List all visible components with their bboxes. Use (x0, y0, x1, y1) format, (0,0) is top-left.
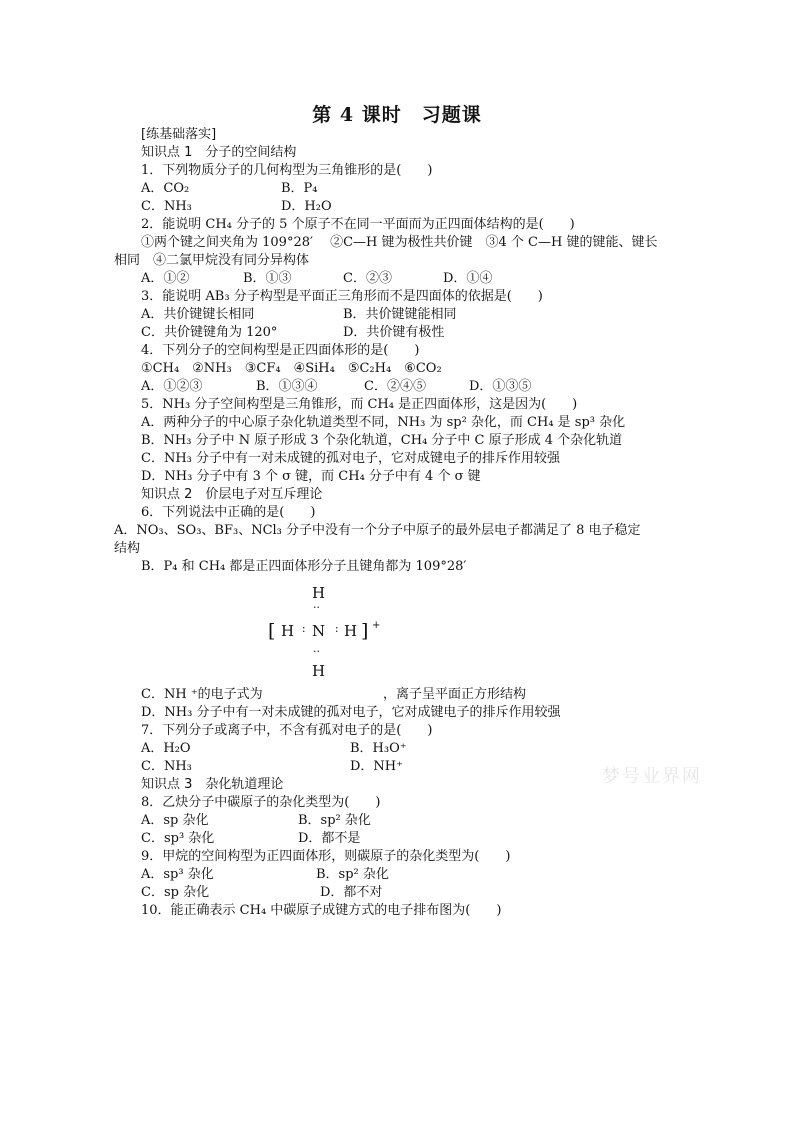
lewis-dots-bottom: ·· (313, 645, 320, 658)
lewis-charge: + (372, 620, 381, 631)
q1-option-a: A．CO₂ (141, 181, 190, 196)
q1-option-b: B．P₄ (281, 181, 318, 196)
q6-option-c-prefix: C．NH ⁺的电子式为 (141, 687, 263, 702)
knowledge-point-1: 知识点 1 分子的空间结构 (141, 145, 297, 160)
question-6: 6．下列说法中正确的是( ) (141, 505, 316, 520)
lewis-dots-left: ·· (297, 626, 310, 633)
question-5: 5．NH₃ 分子空间构型是三角锥形，而 CH₄ 是正四面体形，这是因为( ) (141, 397, 578, 412)
q7-option-c: C．NH₃ (141, 759, 192, 774)
q9-option-c: C．sp 杂化 (141, 885, 210, 900)
q5-option-b: B．NH₃ 分子中 N 原子形成 3 个杂化轨道，CH₄ 分子中 C 原子形成 4 个杂化轨道 (141, 433, 623, 448)
question-9: 9．甲烷的空间构型为正四面体形，则碳原子的杂化类型为( ) (141, 849, 511, 864)
q7-option-a: A．H₂O (141, 741, 191, 756)
q9-option-a: A．sp³ 杂化 (141, 867, 214, 882)
q6-option-a-line-1: A．NO₃、SO₃、BF₃、NCl₃ 分子中没有一个分子中原子的最外层电子都满足了 8 电子稳定 (114, 523, 641, 538)
q6-option-c-suffix: ，离子呈平面正方形结构 (383, 687, 527, 702)
lewis-bracket-right: ] (361, 620, 369, 642)
question-10: 10．能正确表示 CH₄ 中碳原子成键方式的电子排布图为( ) (141, 903, 502, 918)
lewis-n: N (312, 622, 326, 640)
q2-option-b: B．①③ (243, 271, 292, 286)
q1-option-c: C．NH₃ (141, 199, 192, 214)
q4-option-d: D．①③⑤ (469, 379, 532, 394)
q2-option-d: D．①④ (443, 271, 493, 286)
lewis-dots-top: ·· (313, 601, 320, 614)
q8-option-a: A．sp 杂化 (141, 813, 209, 828)
question-3: 3．能说明 AB₃ 分子构型是平面正三角形而不是四面体的依据是( ) (141, 289, 543, 304)
question-2: 2．能说明 CH₄ 分子的 5 个原子不在同一平面而为正四面体结构的是( ) (141, 217, 575, 232)
lewis-h-top: H (312, 584, 326, 602)
q4-substances: ①CH₄ ②NH₃ ③CF₄ ④SiH₄ ⑤C₂H₄ ⑥CO₂ (141, 361, 442, 376)
q8-option-c: C．sp³ 杂化 (141, 831, 215, 846)
page-title: 第 4 课时 习题课 (312, 104, 482, 126)
q5-option-d: D．NH₃ 分子中有 3 个 σ 键，而 CH₄ 分子中有 4 个 σ 键 (141, 469, 481, 484)
question-7: 7．下列分子或离子中，不含有孤对电子的是( ) (141, 723, 433, 738)
lewis-bracket-left: [ (268, 620, 276, 642)
q2-option-a: A．①② (141, 271, 190, 286)
q5-option-c: C．NH₃ 分子中有一对未成键的孤对电子，它对成键电子的排斥作用较强 (141, 451, 561, 466)
q6-option-d: D．NH₃ 分子中有一对未成键的孤对电子，它对成键电子的排斥作用较强 (141, 705, 561, 720)
knowledge-point-3: 知识点 3 杂化轨道理论 (141, 777, 284, 792)
q2-option-c: C．②③ (343, 271, 392, 286)
question-1: 1．下列物质分子的几何构型为三角锥形的是( ) (141, 163, 433, 178)
lewis-h-bottom: H (312, 662, 326, 680)
lewis-h-left: H (281, 622, 295, 640)
q3-option-c: C．共价键键角为 120° (141, 325, 278, 340)
q1-option-d: D．H₂O (281, 199, 332, 214)
q7-option-d: D．NH⁺ (350, 759, 403, 774)
q4-option-c: C．②④⑤ (364, 379, 426, 394)
q7-option-b: B．H₃O⁺ (350, 741, 407, 756)
q9-option-b: B．sp² 杂化 (316, 867, 389, 882)
q4-option-a: A．①②③ (141, 379, 203, 394)
knowledge-point-2: 知识点 2 价层电子对互斥理论 (141, 487, 323, 502)
q6-option-b: B．P₄ 和 CH₄ 都是正四面体形分子且键角都为 109°28′ (141, 559, 467, 574)
lewis-h-right: H (344, 622, 358, 640)
q2-statements-line-2: 相同 ④二氯甲烷没有同分异构体 (114, 253, 310, 268)
q9-option-d: D．都不对 (320, 885, 383, 900)
q2-statements-line-1: ①两个键之间夹角为 109°28′ ②C—H 键为极性共价键 ③4 个 C—H 键的键能、键长 (141, 235, 658, 250)
lewis-dots-right: ·· (330, 626, 343, 633)
q6-option-a-line-2: 结构 (114, 541, 141, 556)
section-heading-practice: [练基础落实] (141, 127, 217, 142)
q8-option-b: B．sp² 杂化 (298, 813, 371, 828)
question-4: 4．下列分子的空间构型是正四面体形的是( ) (141, 343, 420, 358)
q8-option-d: D．都不是 (298, 831, 361, 846)
watermark-text: 梦号业界网 (602, 766, 702, 787)
q3-option-a: A．共价键键长相同 (141, 307, 255, 322)
q4-option-b: B．①③④ (256, 379, 318, 394)
q3-option-b: B．共价键键能相同 (343, 307, 457, 322)
q3-option-d: D．共价键有极性 (343, 325, 445, 340)
question-8: 8．乙炔分子中碳原子的杂化类型为( ) (141, 795, 381, 810)
q5-option-a: A．两种分子的中心原子杂化轨道类型不同，NH₃ 为 sp² 杂化，而 CH₄ 是 sp³ 杂化 (141, 415, 626, 430)
